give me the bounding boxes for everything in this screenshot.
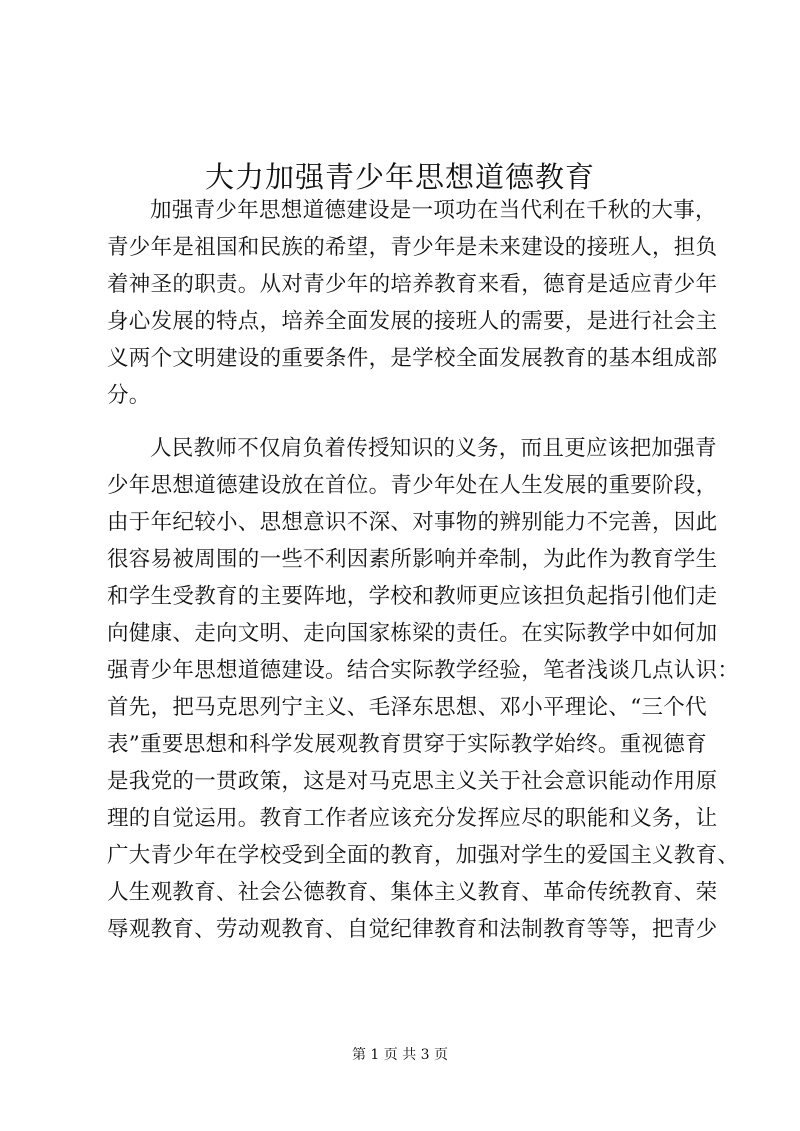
paragraph-line: 着神圣的职责。从对青少年的培养教育来看，德育是适应青少年	[107, 272, 718, 297]
paragraph-line: 人民教师不仅肩负着传授知识的义务，而且更应该把加强青	[150, 436, 717, 461]
paragraph-line: 加强青少年思想道德建设是一项功在当代利在千秋的大事，	[150, 198, 717, 223]
paragraph-line: 和学生受教育的主要阵地，学校和教师更应该担负起指引他们走	[107, 584, 718, 609]
paragraph-line: 青少年是祖国和民族的希望，青少年是未来建设的接班人，担负	[107, 235, 718, 260]
paragraph-line: 少年思想道德建设放在首位。青少年处在人生发展的重要阶段，	[107, 473, 718, 498]
paragraph-line: 理的自觉运用。教育工作者应该充分发挥应尽的职能和义务，让	[107, 806, 718, 831]
paragraph-line: 首先，把马克思列宁主义、毛泽东思想、邓小平理论、“三个代	[107, 695, 707, 720]
paragraph-line: 人生观教育、社会公德教育、集体主义教育、革命传统教育、荣	[107, 880, 718, 905]
paragraph-line: 辱观教育、劳动观教育、自觉纪律教育和法制教育等等，把青少	[107, 917, 718, 942]
document-title: 大力加强青少年思想道德教育	[204, 160, 595, 195]
paragraph-line: 很容易被周围的一些不利因素所影响并牵制，为此作为教育学生	[107, 547, 718, 572]
paragraph-line: 由于年纪较小、思想意识不深、对事物的辨别能力不完善，因此	[107, 510, 718, 535]
paragraph-line: 义两个文明建设的重要条件，是学校全面发展教育的基本组成部	[107, 346, 718, 371]
paragraph-line: 是我党的一贯政策，这是对马克思主义关于社会意识能动作用原	[107, 769, 718, 794]
page-footer: 第 1 页 共 3 页	[351, 1047, 449, 1063]
paragraph-line: 身心发展的特点，培养全面发展的接班人的需要，是进行社会主	[107, 309, 718, 334]
paragraph-line: 分。	[107, 383, 151, 408]
paragraph-line: 表”重要思想和科学发展观教育贯穿于实际教学始终。重视德育	[107, 732, 707, 757]
paragraph-line: 向健康、走向文明、走向国家栋梁的责任。在实际教学中如何加	[107, 621, 718, 646]
paragraph-line: 强青少年思想道德建设。结合实际教学经验，笔者浅谈几点认识：	[107, 658, 740, 683]
paragraph-line: 广大青少年在学校受到全面的教育，加强对学生的爱国主义教育、	[107, 843, 740, 868]
